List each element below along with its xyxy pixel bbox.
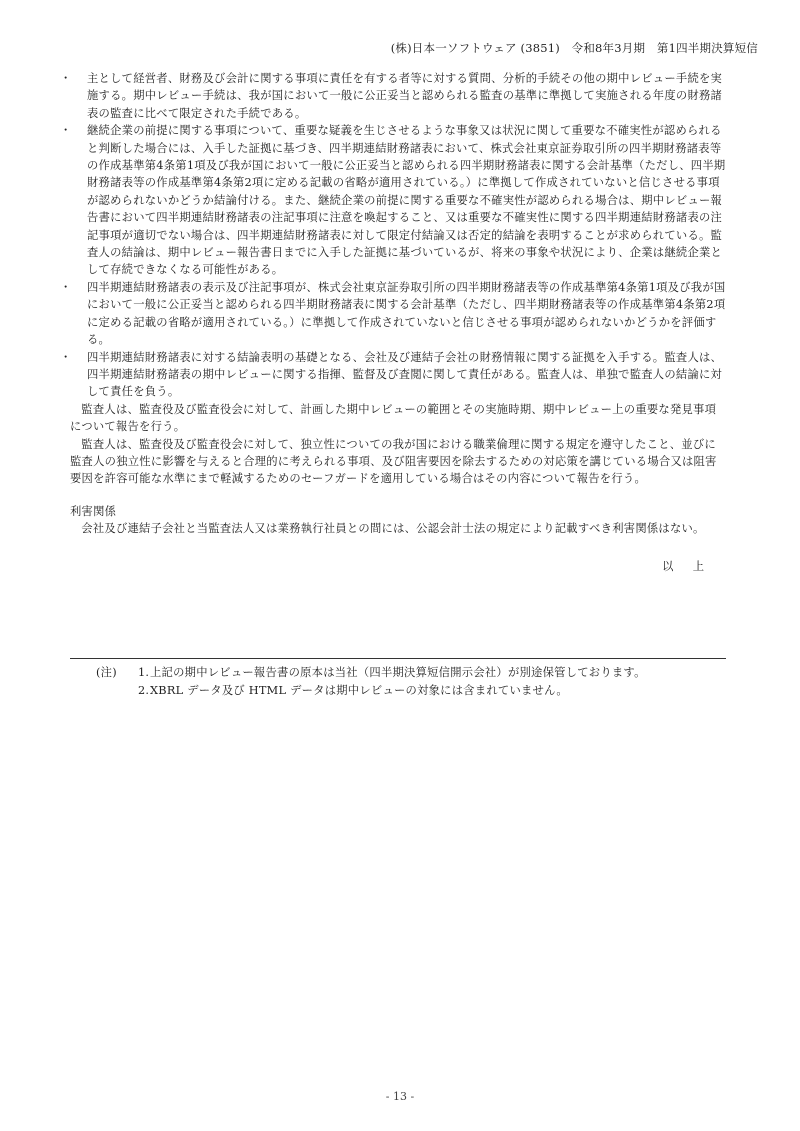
note-number: 1. (138, 666, 150, 679)
bullet-item (60, 70, 726, 122)
paragraph-report-scope: 監査人は、監査役及び監査役会に対して、計画した期中レビューの範囲とその実施時期、期中レビュー上の重要な発見事項について報告を行う。 (70, 402, 717, 434)
bullet-mark: ・ (60, 72, 72, 85)
bullet-item (60, 122, 726, 279)
paragraph-interest: 会社及び連結子会社と当監査法人又は業務執行社員との間には、公認会計士法の規定により記載すべき利害関係はない。 (81, 522, 705, 536)
divider-line (70, 658, 726, 659)
bullet-item (60, 349, 726, 401)
note-number: 2. (138, 684, 150, 697)
bullet-mark: ・ (60, 280, 72, 294)
notes-section (96, 664, 646, 700)
closing-mark: 以 上 (662, 559, 708, 573)
bullet-text: 四半期連結財務諸表の表示及び注記事項が、株式会社東京証券取引所の四半期財務諸表等の作成基準第4条第1項及び我が国において一般に公正妥当と認められる四半期財務諸表に関する会計基準（ただし、四半期財務諸表等の作成基準第4条第2項に定める記載の省略が適用されている。）に準拠して作成されていないと信じさせる事項が認められないかどうかを評価する。 (87, 280, 726, 347)
report-body (60, 70, 726, 575)
bullet-mark: ・ (60, 350, 72, 364)
bullet-text: 主として経営者、財務及び会計に関する事項に責任を有する者等に対する質問、分析的手続その他の期中レビュー手続を実施する。期中レビュー手続は、我が国において一般に公正妥当と認められる監査の基準に準拠して実施される年度の財務諸表の監査に比べて限定された手続である。 (87, 72, 723, 120)
page-number: - 13 - (385, 1090, 415, 1103)
bullet-text: 四半期連結財務諸表に対する結論表明の基礎となる、会社及び連結子会社の財務情報に関する証拠を入手する。監査人は、四半期連結財務諸表の期中レビューに関する指揮、監督及び査閲に関して責任がある。監査人は、単独で監査人の結論に対して責任を負う。 (87, 350, 723, 399)
section-title-interest: 利害関係 (70, 504, 117, 518)
bullet-mark: ・ (60, 124, 72, 138)
note-item (96, 682, 646, 700)
document-header: (株)日本一ソフトウェア (3851) 令和8年3月期 第1四半期決算短信 (390, 41, 758, 55)
bullet-text: 継続企業の前提に関する事項について、重要な疑義を生じさせるような事象又は状況に関して重要な不確実性が認められると判断した場合には、入手した証拠に基づき、四半期連結財務諸表において、株式会社東京証券取引所の四半期財務諸表等の作成基準第4条第1項及び我が国において一般に公正妥当と認められる四半期財務諸表に関する会計基準（ただし、四半期財務諸表等の作成基準第4条第2項に定める記載の省略が適用されている。）に準拠して作成されていないと信じさせる事項が認められないかどうか結論付ける。また、継続企業の前提に関する重要な不確実性が認められる場合は、期中レビュー報告書において四半期連結財務諸表の注記事項に注意を喚起すること、又は重要な不確実性に関する四半期連結財務諸表の注記事項が適切でない場合は、四半期連結財務諸表に対して限定付結論又は否定的結論を表明することが求められている。監査人の結論は、期中レビュー報告書日までに入手した証拠に基づいているが、将来の事象や状況により、企業は継続企業として存続できなくなる可能性がある。 (87, 124, 726, 277)
paragraph-independence: 監査人は、監査役及び監査役会に対して、独立性についての我が国における職業倫理に関する規定を遵守したこと、並びに監査人の独立性に影響を与えると合理的に考えられる事項、及び阻害要因を除去するための対応策を講じている場合又は阻害要因を許容可能な水準にまで軽減するためのセーフガードを適用している場合はその内容について報告を行う。 (70, 437, 717, 486)
note-text: 上記の期中レビュー報告書の原本は当社（四半期決算短信開示会社）が別途保管しております。 (150, 666, 646, 679)
note-text: XBRL データ及び HTML データは期中レビューの対象には含まれていません。 (150, 684, 568, 697)
note-item (96, 664, 646, 682)
bullet-item (60, 279, 726, 349)
notes-label: (注) (96, 666, 117, 679)
